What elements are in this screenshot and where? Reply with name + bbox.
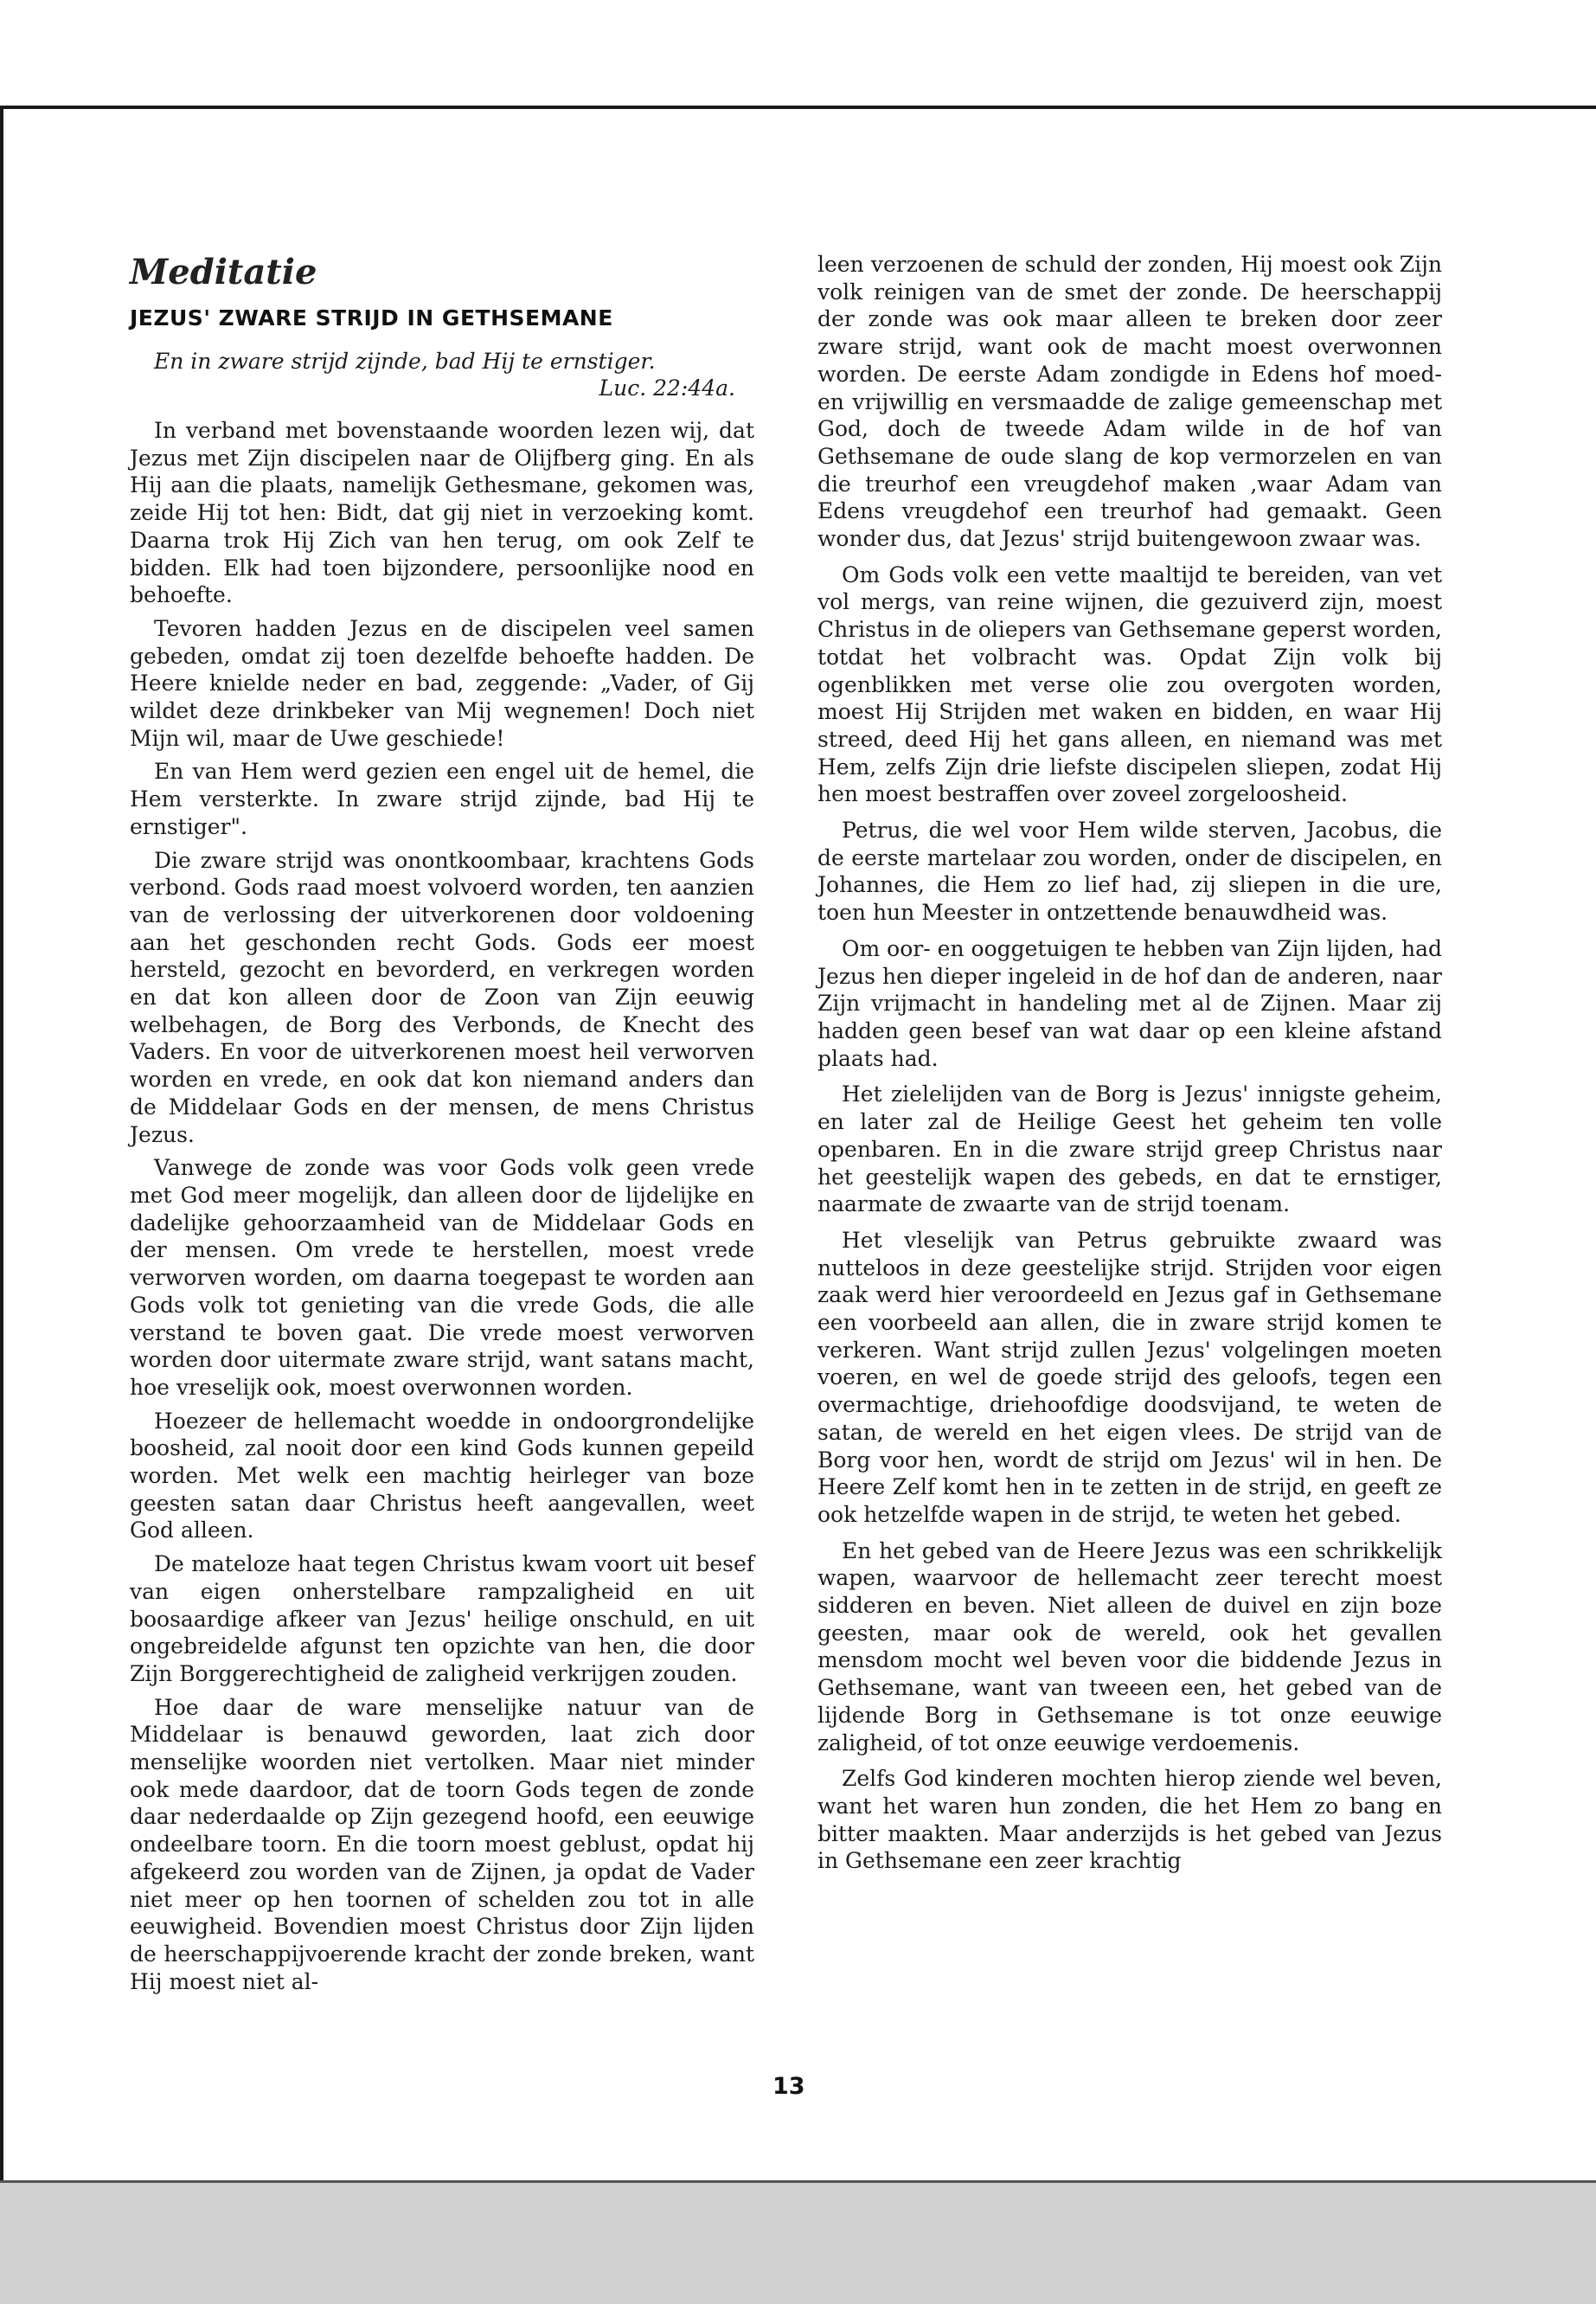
section-title: Meditatie bbox=[130, 252, 317, 292]
paragraph: Om oor- en ooggetuigen te hebben van Zijn lijden, had Jezus hen dieper ingeleid in de hof dan de anderen, naar Zijn vrijmacht in handeling met al de Zijnen. Maar zij hadden geen besef van wat daar op een kleine afstand plaats had. bbox=[817, 935, 1442, 1071]
paragraph: Vanwege de zonde was voor Gods volk geen vrede met God meer mogelijk, dan alleen door de lijdelijke en dadelijke gehoorzaamheid van de Middelaar Gods en der mensen. Om vrede te herstellen, moest vrede verworven worden, om daarna toegepast te worden aan Gods volk tot genieting van die vrede Gods, die alle verstand te boven gaat. Die vrede moest verworven worden door uitermate zware strijd, want satans macht, hoe vreselijk ook, moest overwonnen worden. bbox=[130, 1155, 754, 1400]
scan-border-bottom bbox=[0, 2180, 1596, 2304]
paragraph: En het gebed van de Heere Jezus was een schrikkelijk wapen, waarvoor de hellemacht zeer terecht moest sidderen en beven. Niet alleen de duivel en zijn boze geesten, maar ook de wereld, ook het gevallen mensdom mocht wel beven voor die biddende Jezus in Gethsemane, want van tweeen een, het gebed van de lijdende Borg in Gethsemane is tot onze eeuwige zaligheid, of tot onze eeuwige verdoemenis. bbox=[817, 1537, 1442, 1755]
paragraph: Tevoren hadden Jezus en de discipelen veel samen gebeden, omdat zij toen dezelfde behoefte hadden. De Heere knielde neder en bad, zeggende: „Vader, of Gij wildet deze drinkbeker van Mij wegnemen! Doch niet Mijn wil, maar de Uwe geschiede! bbox=[130, 615, 754, 751]
bible-citation: Luc. 22:44a. bbox=[599, 375, 735, 401]
paragraph: Hoe daar de ware menselijke natuur van de Middelaar is benauwd geworden, laat zich door menselijke woorden niet vertolken. Maar niet minder ook mede daardoor, dat de toorn Gods tegen de zonde daar nederdaalde op Zijn gezegend hoofd, een eeuwige ondeelbare toorn. En die toorn moest geblust, opdat hij afgekeerd zou worden van de Zijnen, ja opdat de Vader niet meer op hen toornen of schelden zou tot in alle eeuwigheid. Bovendien moest Christus door Zijn lijden de heerschappijvoerende kracht der zonde breken, want Hij moest niet al- bbox=[130, 1694, 754, 1994]
document-page bbox=[130, 251, 1462, 2102]
scan-border-top bbox=[0, 106, 1596, 109]
paragraph: Zelfs God kinderen mochten hierop ziende wel beven, want het waren hun zonden, die het Hem zo bang en bitter maakten. Maar anderzijds is het gebed van Jezus in Gethsemane een zeer krachtig bbox=[817, 1766, 1442, 1874]
paragraph: Om Gods volk een vette maaltijd te bereiden, van vet vol mergs, van reine wijnen, die gezuiverd zijn, moest Christus in de oliepers van Gethsemane geperst worden, totdat het volbracht was. Opdat Zijn volk bij ogenblikken met verse olie zou overgoten worden, moest Hij Strijden met waken en bidden, en waar Hij streed, deed Hij het gans alleen, en niemand was met Hem, zelfs Zijn drie liefste discipelen sliepen, zodat Hij hen moest bestraffen over zoveel zorgeloosheid. bbox=[817, 562, 1442, 807]
paragraph: Het zielelijden van de Borg is Jezus' innigste geheim, en later zal de Heilige Geest het geheim ten volle openbaren. En in die zware strijd greep Christus naar het geestelijk wapen des gebeds, en dat te ernstiger, naarmate de zwaarte van de strijd toenam. bbox=[817, 1081, 1442, 1217]
left-column bbox=[130, 251, 754, 2001]
paragraph: En van Hem werd gezien een engel uit de hemel, die Hem versterkte. In zware strijd zijnde, bad Hij te ernstiger". bbox=[130, 759, 754, 839]
scan-border-left bbox=[0, 106, 3, 2182]
paragraph: Het vleselijk van Petrus gebruikte zwaard was nutteloos in deze geestelijke strijd. Strijden voor eigen zaak werd hier veroordeeld en Jezus gaf in Gethsemane een voorbeeld aan allen, die in zware strijd komen te verkeren. Want strijd zullen Jezus' volgelingen moeten voeren, en wel de goede strijd des geloofs, tegen een overmachtige, driehoofdige doodsvijand, te weten de satan, de wereld en het eigen vlees. De strijd van de Borg voor hen, wordt de strijd om Jezus' wil in hen. De Heere Zelf komt hen in te zetten in de strijd, en geeft ze ook hetzelfde wapen in de strijd, te weten het gebed. bbox=[817, 1227, 1442, 1527]
paragraph: In verband met bovenstaande woorden lezen wij, dat Jezus met Zijn discipelen naar de Olijfberg ging. En als Hij aan die plaats, namelijk Gethesmane, gekomen was, zeide Hij tot hen: Bidt, dat gij niet in verzoeking komt. Daarna trok Hij Zich van hen terug, om ook Zelf te bidden. Elk had toen bijzondere, persoonlijke nood en behoefte. bbox=[130, 418, 754, 608]
paragraph: Petrus, die wel voor Hem wilde sterven, Jacobus, die de eerste martelaar zou worden, onder de discipelen, en Johannes, die Hem zo lief had, zij sliepen in die ure, toen hun Meester in ontzettende benauwdheid was. bbox=[817, 818, 1442, 926]
paragraph: Die zware strijd was onontkoombaar, krachtens Gods verbond. Gods raad moest volvoerd worden, ten aanzien van de verlossing der uitverkorenen door voldoening aan het geschonden recht Gods. Gods eer moest hersteld, gezocht en bevorderd, en verkregen worden en dat kon alleen door de Zoon van Zijn eeuwig welbehagen, de Borg des Verbonds, de Knecht des Vaders. En voor de uitverkorenen moest heil verworven worden en vrede, en ook dat kon niemand anders dan de Middelaar Gods en der mensen, de mens Christus Jezus. bbox=[130, 847, 754, 1147]
epigraph: En in zware strijd zijnde, bad Hij te ernstiger. bbox=[154, 349, 656, 374]
right-column bbox=[817, 251, 1442, 1884]
paragraph: De mateloze haat tegen Christus kwam voort uit besef van eigen onherstelbare rampzaligheid en uit boosaardige afkeer van Jezus' heilige onschuld, en uit ongebreidelde afgunst ten opzichte van hen, die door Zijn Borggerechtigheid de zaligheid verkrijgen zouden. bbox=[130, 1551, 754, 1686]
article-headline: JEZUS' ZWARE STRIJD IN GETHSEMANE bbox=[130, 305, 613, 331]
paragraph: leen verzoenen de schuld der zonden, Hij moest ook Zijn volk reinigen van de smet der zonde. De heerschappij der zonde was ook maar alleen te breken door zeer zware strijd, want ook de macht moest overwonnen worden. De eerste Adam zondigde in Edens hof moed- en vrijwillig en versmaadde de zalige gemeenschap met God, doch de tweede Adam wilde in de hof van Gethsemane de oude slang de kop vermorzelen en van die treurhof een vreugdehof maken ,waar Adam van Edens vreugdehof een treurhof had gemaakt. Geen wonder dus, dat Jezus' strijd buitengewoon zwaar was. bbox=[817, 252, 1442, 552]
paragraph: Hoezeer de hellemacht woedde in ondoorgrondelijke boosheid, zal nooit door een kind Gods kunnen gepeild worden. Met welk een machtig heirleger van boze geesten satan daar Christus heeft aangevallen, weet God alleen. bbox=[130, 1408, 754, 1543]
page-number: 13 bbox=[772, 2073, 805, 2100]
